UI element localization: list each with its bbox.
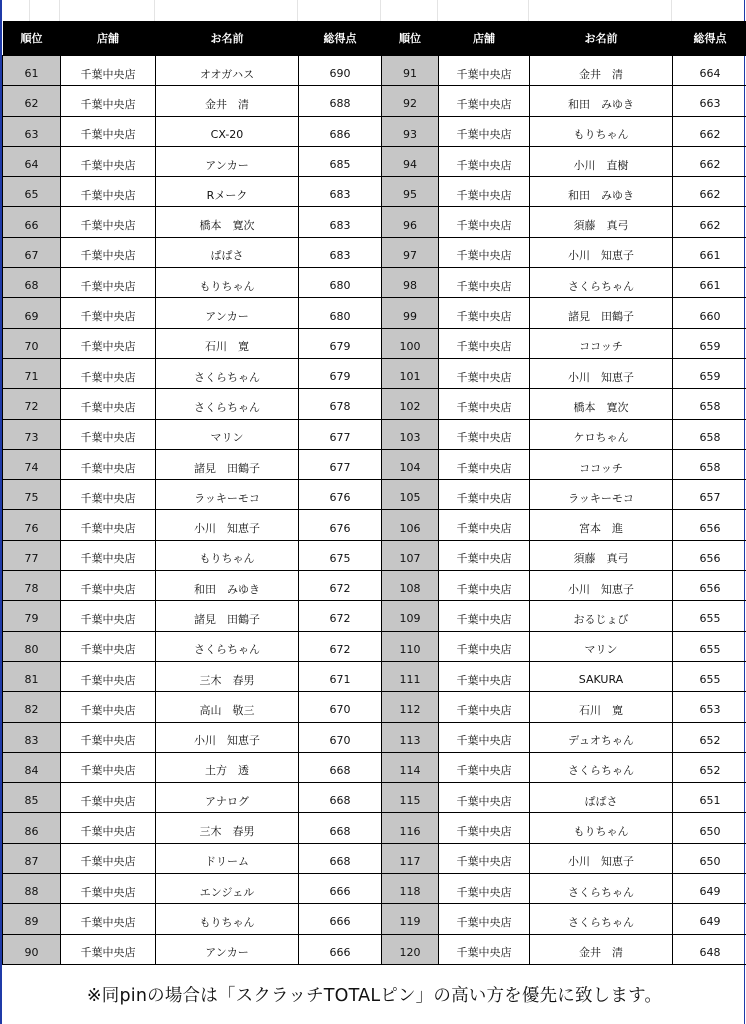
store-cell: 千葉中央店 xyxy=(439,116,530,146)
rank-cell: 75 xyxy=(3,480,61,510)
table-row xyxy=(3,389,746,419)
player-name-cell: もりちゃん xyxy=(156,540,299,570)
table-row xyxy=(3,571,746,601)
store-cell: 千葉中央店 xyxy=(61,752,156,782)
player-name-cell: マリン xyxy=(530,631,673,661)
spreadsheet-top-strip xyxy=(2,0,746,21)
score-cell: 658 xyxy=(673,449,746,479)
score-cell: 678 xyxy=(299,389,382,419)
rank-cell: 67 xyxy=(3,237,61,267)
store-cell: 千葉中央店 xyxy=(439,298,530,328)
store-cell: 千葉中央店 xyxy=(61,298,156,328)
store-cell: 千葉中央店 xyxy=(61,419,156,449)
score-cell: 670 xyxy=(299,692,382,722)
score-cell: 671 xyxy=(299,661,382,691)
player-name-cell: 和田 みゆき xyxy=(156,571,299,601)
score-cell: 652 xyxy=(673,722,746,752)
table-row xyxy=(3,56,746,86)
rank-cell: 72 xyxy=(3,389,61,419)
store-cell: 千葉中央店 xyxy=(439,207,530,237)
rank-cell: 95 xyxy=(382,177,439,207)
store-cell: 千葉中央店 xyxy=(439,843,530,873)
store-cell: 千葉中央店 xyxy=(439,480,530,510)
player-name-cell: オオガハス xyxy=(156,56,299,86)
score-cell: 683 xyxy=(299,207,382,237)
rank-cell: 69 xyxy=(3,298,61,328)
header-score: 総得点 xyxy=(673,21,746,56)
rank-cell: 116 xyxy=(382,813,439,843)
rank-cell: 83 xyxy=(3,722,61,752)
table-row xyxy=(3,783,746,813)
store-cell: 千葉中央店 xyxy=(61,631,156,661)
rank-cell: 66 xyxy=(3,207,61,237)
store-cell: 千葉中央店 xyxy=(439,904,530,934)
table-row xyxy=(3,601,746,631)
store-cell: 千葉中央店 xyxy=(439,358,530,388)
header-rank: 順位 xyxy=(3,21,61,56)
player-name-cell: さくらちゃん xyxy=(156,358,299,388)
player-name-cell: SAKURA xyxy=(530,661,673,691)
player-name-cell: 小川 知恵子 xyxy=(156,722,299,752)
player-name-cell: 三木 春男 xyxy=(156,661,299,691)
player-name-cell: さくらちゃん xyxy=(156,631,299,661)
score-cell: 668 xyxy=(299,843,382,873)
table-row xyxy=(3,116,746,146)
rank-cell: 68 xyxy=(3,268,61,298)
rank-cell: 73 xyxy=(3,419,61,449)
player-name-cell: ラッキーモコ xyxy=(156,480,299,510)
rank-cell: 61 xyxy=(3,56,61,86)
score-cell: 648 xyxy=(673,934,746,964)
player-name-cell: ラッキーモコ xyxy=(530,480,673,510)
store-cell: 千葉中央店 xyxy=(61,56,156,86)
store-cell: 千葉中央店 xyxy=(439,540,530,570)
rank-cell: 99 xyxy=(382,298,439,328)
player-name-cell: ココッチ xyxy=(530,449,673,479)
store-cell: 千葉中央店 xyxy=(61,86,156,116)
score-cell: 672 xyxy=(299,631,382,661)
score-cell: 677 xyxy=(299,419,382,449)
player-name-cell: アンカー xyxy=(156,298,299,328)
player-name-cell: 石川 寛 xyxy=(156,328,299,358)
player-name-cell: デュオちゃん xyxy=(530,722,673,752)
player-name-cell: CX-20 xyxy=(156,116,299,146)
score-cell: 659 xyxy=(673,328,746,358)
table-row xyxy=(3,752,746,782)
rank-cell: 102 xyxy=(382,389,439,419)
score-cell: 656 xyxy=(673,571,746,601)
rank-cell: 114 xyxy=(382,752,439,782)
player-name-cell: 小川 知恵子 xyxy=(530,843,673,873)
store-cell: 千葉中央店 xyxy=(61,389,156,419)
player-name-cell: さくらちゃん xyxy=(530,904,673,934)
rank-cell: 109 xyxy=(382,601,439,631)
store-cell: 千葉中央店 xyxy=(439,86,530,116)
rank-cell: 94 xyxy=(382,146,439,176)
rank-cell: 62 xyxy=(3,86,61,116)
score-cell: 651 xyxy=(673,783,746,813)
table-row xyxy=(3,328,746,358)
table-row xyxy=(3,813,746,843)
score-cell: 676 xyxy=(299,480,382,510)
store-cell: 千葉中央店 xyxy=(61,692,156,722)
score-cell: 657 xyxy=(673,480,746,510)
player-name-cell: 金井 清 xyxy=(156,86,299,116)
player-name-cell: 和田 みゆき xyxy=(530,86,673,116)
player-name-cell: 諸見 田鶴子 xyxy=(530,298,673,328)
player-name-cell: ぱぱさ xyxy=(530,783,673,813)
player-name-cell: エンジェル xyxy=(156,874,299,904)
score-cell: 661 xyxy=(673,268,746,298)
player-name-cell: 橋本 寛次 xyxy=(156,207,299,237)
score-cell: 650 xyxy=(673,843,746,873)
store-cell: 千葉中央店 xyxy=(61,934,156,964)
store-cell: 千葉中央店 xyxy=(61,661,156,691)
tie-break-note: ※同pinの場合は「スクラッチTOTALピン」の高い方を優先に致します。 xyxy=(86,986,663,1006)
player-name-cell: 橋本 寛次 xyxy=(530,389,673,419)
store-cell: 千葉中央店 xyxy=(439,601,530,631)
player-name-cell: アンカー xyxy=(156,146,299,176)
table-row xyxy=(3,268,746,298)
rank-cell: 85 xyxy=(3,783,61,813)
rank-cell: 103 xyxy=(382,419,439,449)
player-name-cell: さくらちゃん xyxy=(530,268,673,298)
rank-cell: 108 xyxy=(382,571,439,601)
player-name-cell: 高山 敬三 xyxy=(156,692,299,722)
header-name: お名前 xyxy=(156,21,299,56)
score-cell: 679 xyxy=(299,328,382,358)
rank-cell: 106 xyxy=(382,510,439,540)
score-cell: 685 xyxy=(299,146,382,176)
score-cell: 660 xyxy=(673,298,746,328)
table-row xyxy=(3,237,746,267)
score-cell: 656 xyxy=(673,540,746,570)
player-name-cell: アナログ xyxy=(156,783,299,813)
table-row xyxy=(3,86,746,116)
store-cell: 千葉中央店 xyxy=(61,237,156,267)
score-cell: 662 xyxy=(673,116,746,146)
score-cell: 655 xyxy=(673,601,746,631)
rank-cell: 117 xyxy=(382,843,439,873)
player-name-cell: 三木 春男 xyxy=(156,813,299,843)
rank-cell: 80 xyxy=(3,631,61,661)
rank-cell: 84 xyxy=(3,752,61,782)
store-cell: 千葉中央店 xyxy=(439,328,530,358)
table-row xyxy=(3,146,746,176)
player-name-cell: さくらちゃん xyxy=(156,389,299,419)
ranking-table xyxy=(2,21,746,965)
player-name-cell: もりちゃん xyxy=(530,813,673,843)
rank-cell: 76 xyxy=(3,510,61,540)
rank-cell: 112 xyxy=(382,692,439,722)
store-cell: 千葉中央店 xyxy=(61,268,156,298)
store-cell: 千葉中央店 xyxy=(439,752,530,782)
score-cell: 688 xyxy=(299,86,382,116)
score-cell: 668 xyxy=(299,752,382,782)
store-cell: 千葉中央店 xyxy=(61,510,156,540)
score-cell: 690 xyxy=(299,56,382,86)
table-row xyxy=(3,934,746,964)
score-cell: 686 xyxy=(299,116,382,146)
rank-cell: 74 xyxy=(3,449,61,479)
rank-cell: 113 xyxy=(382,722,439,752)
player-name-cell: ドリーム xyxy=(156,843,299,873)
rank-cell: 111 xyxy=(382,661,439,691)
score-cell: 664 xyxy=(673,56,746,86)
table-row xyxy=(3,449,746,479)
rank-cell: 88 xyxy=(3,874,61,904)
score-cell: 672 xyxy=(299,601,382,631)
rank-cell: 120 xyxy=(382,934,439,964)
store-cell: 千葉中央店 xyxy=(439,722,530,752)
rank-cell: 78 xyxy=(3,571,61,601)
rank-cell: 110 xyxy=(382,631,439,661)
score-cell: 662 xyxy=(673,207,746,237)
score-cell: 662 xyxy=(673,177,746,207)
store-cell: 千葉中央店 xyxy=(439,783,530,813)
score-cell: 663 xyxy=(673,86,746,116)
player-name-cell: 金井 清 xyxy=(530,56,673,86)
header-rank: 順位 xyxy=(382,21,439,56)
rank-cell: 119 xyxy=(382,904,439,934)
rank-cell: 118 xyxy=(382,874,439,904)
score-cell: 666 xyxy=(299,934,382,964)
header-score: 総得点 xyxy=(299,21,382,56)
rank-cell: 64 xyxy=(3,146,61,176)
store-cell: 千葉中央店 xyxy=(61,843,156,873)
player-name-cell: 須藤 真弓 xyxy=(530,207,673,237)
score-cell: 677 xyxy=(299,449,382,479)
store-cell: 千葉中央店 xyxy=(61,480,156,510)
score-cell: 666 xyxy=(299,904,382,934)
player-name-cell: 小川 知恵子 xyxy=(530,571,673,601)
header-store: 店舗 xyxy=(439,21,530,56)
store-cell: 千葉中央店 xyxy=(439,692,530,722)
player-name-cell: もりちゃん xyxy=(530,116,673,146)
rank-cell: 101 xyxy=(382,358,439,388)
store-cell: 千葉中央店 xyxy=(439,631,530,661)
player-name-cell: 須藤 真弓 xyxy=(530,540,673,570)
rank-cell: 86 xyxy=(3,813,61,843)
store-cell: 千葉中央店 xyxy=(61,328,156,358)
table-row xyxy=(3,692,746,722)
store-cell: 千葉中央店 xyxy=(61,783,156,813)
store-cell: 千葉中央店 xyxy=(61,116,156,146)
player-name-cell: 小川 知恵子 xyxy=(530,237,673,267)
store-cell: 千葉中央店 xyxy=(439,146,530,176)
score-cell: 680 xyxy=(299,268,382,298)
rank-cell: 115 xyxy=(382,783,439,813)
player-name-cell: もりちゃん xyxy=(156,904,299,934)
score-cell: 656 xyxy=(673,510,746,540)
player-name-cell: 土方 透 xyxy=(156,752,299,782)
table-row xyxy=(3,661,746,691)
player-name-cell: おるじょび xyxy=(530,601,673,631)
table-row xyxy=(3,722,746,752)
rank-cell: 63 xyxy=(3,116,61,146)
store-cell: 千葉中央店 xyxy=(439,571,530,601)
store-cell: 千葉中央店 xyxy=(439,389,530,419)
store-cell: 千葉中央店 xyxy=(61,571,156,601)
table-row xyxy=(3,843,746,873)
table-row xyxy=(3,631,746,661)
header-name: お名前 xyxy=(530,21,673,56)
rank-cell: 93 xyxy=(382,116,439,146)
player-name-cell: ケロちゃん xyxy=(530,419,673,449)
player-name-cell: もりちゃん xyxy=(156,268,299,298)
rank-cell: 87 xyxy=(3,843,61,873)
table-row xyxy=(3,358,746,388)
store-cell: 千葉中央店 xyxy=(439,510,530,540)
rank-cell: 105 xyxy=(382,480,439,510)
player-name-cell: 諸見 田鶴子 xyxy=(156,449,299,479)
score-cell: 653 xyxy=(673,692,746,722)
rank-cell: 107 xyxy=(382,540,439,570)
player-name-cell: 小川 直樹 xyxy=(530,146,673,176)
table-row xyxy=(3,540,746,570)
score-cell: 676 xyxy=(299,510,382,540)
rank-cell: 91 xyxy=(382,56,439,86)
score-cell: 666 xyxy=(299,874,382,904)
store-cell: 千葉中央店 xyxy=(61,146,156,176)
rank-cell: 70 xyxy=(3,328,61,358)
rank-cell: 89 xyxy=(3,904,61,934)
store-cell: 千葉中央店 xyxy=(439,661,530,691)
store-cell: 千葉中央店 xyxy=(439,934,530,964)
player-name-cell: さくらちゃん xyxy=(530,874,673,904)
player-name-cell: マリン xyxy=(156,419,299,449)
store-cell: 千葉中央店 xyxy=(61,540,156,570)
store-cell: 千葉中央店 xyxy=(439,813,530,843)
player-name-cell: ぱぱさ xyxy=(156,237,299,267)
rank-cell: 97 xyxy=(382,237,439,267)
store-cell: 千葉中央店 xyxy=(61,358,156,388)
score-cell: 679 xyxy=(299,358,382,388)
score-cell: 652 xyxy=(673,752,746,782)
table-row xyxy=(3,177,746,207)
table-row xyxy=(3,904,746,934)
score-cell: 658 xyxy=(673,419,746,449)
rank-cell: 65 xyxy=(3,177,61,207)
header-row xyxy=(3,21,746,56)
score-cell: 658 xyxy=(673,389,746,419)
table-row xyxy=(3,874,746,904)
table-row xyxy=(3,419,746,449)
player-name-cell: さくらちゃん xyxy=(530,752,673,782)
player-name-cell: 小川 知恵子 xyxy=(530,358,673,388)
player-name-cell: 諸見 田鶴子 xyxy=(156,601,299,631)
score-cell: 661 xyxy=(673,237,746,267)
player-name-cell: アンカー xyxy=(156,934,299,964)
ranking-body xyxy=(3,56,746,965)
score-cell: 668 xyxy=(299,783,382,813)
rank-cell: 71 xyxy=(3,358,61,388)
table-row xyxy=(3,298,746,328)
rank-cell: 92 xyxy=(382,86,439,116)
player-name-cell: 小川 知恵子 xyxy=(156,510,299,540)
rank-cell: 100 xyxy=(382,328,439,358)
rank-cell: 77 xyxy=(3,540,61,570)
player-name-cell: Rメーク xyxy=(156,177,299,207)
score-cell: 649 xyxy=(673,874,746,904)
table-row xyxy=(3,480,746,510)
store-cell: 千葉中央店 xyxy=(439,419,530,449)
player-name-cell: 金井 清 xyxy=(530,934,673,964)
store-cell: 千葉中央店 xyxy=(439,449,530,479)
score-cell: 649 xyxy=(673,904,746,934)
score-cell: 672 xyxy=(299,571,382,601)
store-cell: 千葉中央店 xyxy=(439,177,530,207)
rank-cell: 98 xyxy=(382,268,439,298)
store-cell: 千葉中央店 xyxy=(61,449,156,479)
score-cell: 655 xyxy=(673,631,746,661)
player-name-cell: 石川 寛 xyxy=(530,692,673,722)
score-cell: 650 xyxy=(673,813,746,843)
rank-cell: 90 xyxy=(3,934,61,964)
score-cell: 655 xyxy=(673,661,746,691)
rank-cell: 104 xyxy=(382,449,439,479)
table-row xyxy=(3,510,746,540)
store-cell: 千葉中央店 xyxy=(61,207,156,237)
store-cell: 千葉中央店 xyxy=(61,601,156,631)
store-cell: 千葉中央店 xyxy=(439,237,530,267)
store-cell: 千葉中央店 xyxy=(61,722,156,752)
store-cell: 千葉中央店 xyxy=(61,874,156,904)
score-cell: 670 xyxy=(299,722,382,752)
store-cell: 千葉中央店 xyxy=(61,904,156,934)
score-cell: 683 xyxy=(299,237,382,267)
score-cell: 662 xyxy=(673,146,746,176)
store-cell: 千葉中央店 xyxy=(439,874,530,904)
rank-cell: 81 xyxy=(3,661,61,691)
score-cell: 675 xyxy=(299,540,382,570)
score-cell: 683 xyxy=(299,177,382,207)
table-row xyxy=(3,207,746,237)
score-cell: 680 xyxy=(299,298,382,328)
rank-cell: 79 xyxy=(3,601,61,631)
player-name-cell: 宮本 進 xyxy=(530,510,673,540)
store-cell: 千葉中央店 xyxy=(439,268,530,298)
player-name-cell: 和田 みゆき xyxy=(530,177,673,207)
store-cell: 千葉中央店 xyxy=(61,177,156,207)
store-cell: 千葉中央店 xyxy=(439,56,530,86)
rank-cell: 96 xyxy=(382,207,439,237)
score-cell: 659 xyxy=(673,358,746,388)
store-cell: 千葉中央店 xyxy=(61,813,156,843)
header-store: 店舗 xyxy=(61,21,156,56)
rank-cell: 82 xyxy=(3,692,61,722)
player-name-cell: ココッチ xyxy=(530,328,673,358)
score-cell: 668 xyxy=(299,813,382,843)
